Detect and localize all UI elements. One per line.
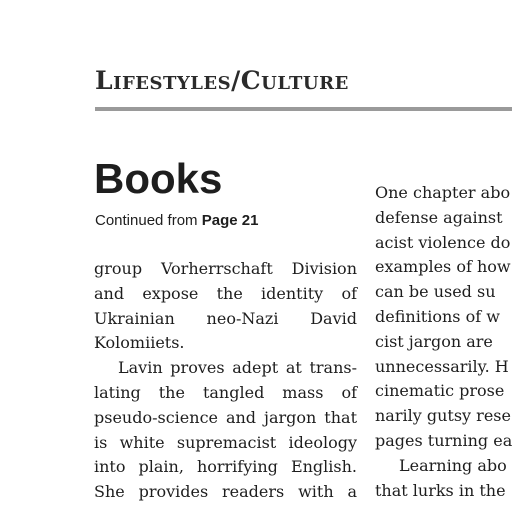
body-line: pseudo-science and jargon that — [94, 407, 357, 427]
body-line: can be used su — [375, 282, 496, 302]
article-column-right — [375, 181, 512, 503]
body-line: that lurks in the — [375, 480, 506, 500]
section-title: Lifestyles/Culture — [95, 66, 349, 95]
body-line: acist violence do — [375, 232, 511, 252]
body-line: Kolomiiets. — [94, 333, 185, 353]
body-line: Lavin proves adept at trans- — [118, 358, 357, 378]
body-line: group Vorherrschaft Division — [94, 259, 357, 278]
body-line: definitions of w — [375, 306, 500, 326]
continued-from-line — [95, 212, 258, 229]
article-column-left — [94, 257, 357, 505]
article-headline: Books — [94, 155, 223, 202]
body-line: is white supremacist ideology — [94, 432, 357, 452]
body-line: into plain, horrifying English. — [94, 457, 357, 477]
body-line: She provides readers with a — [94, 482, 357, 502]
section-divider — [95, 107, 512, 111]
body-line: pages turning ea — [375, 430, 512, 450]
body-line: lating the tangled mass of — [94, 382, 357, 402]
body-line: Ukrainian neo-Nazi David — [94, 308, 357, 328]
body-line: Learning abo — [399, 455, 507, 475]
body-line: One chapter abo — [375, 183, 511, 202]
body-line: unnecessarily. H — [375, 356, 509, 376]
body-line: and expose the identity of — [94, 283, 357, 303]
body-line: examples of how — [375, 257, 511, 277]
body-line: defense against — [375, 207, 503, 227]
body-line: cist jargon are — [375, 331, 493, 351]
body-line: cinematic prose — [375, 381, 505, 401]
continued-page-link[interactable]: Page 21 — [201, 212, 259, 229]
continued-from-label: Continued from — [95, 212, 202, 229]
body-line: narily gutsy rese — [375, 406, 511, 426]
